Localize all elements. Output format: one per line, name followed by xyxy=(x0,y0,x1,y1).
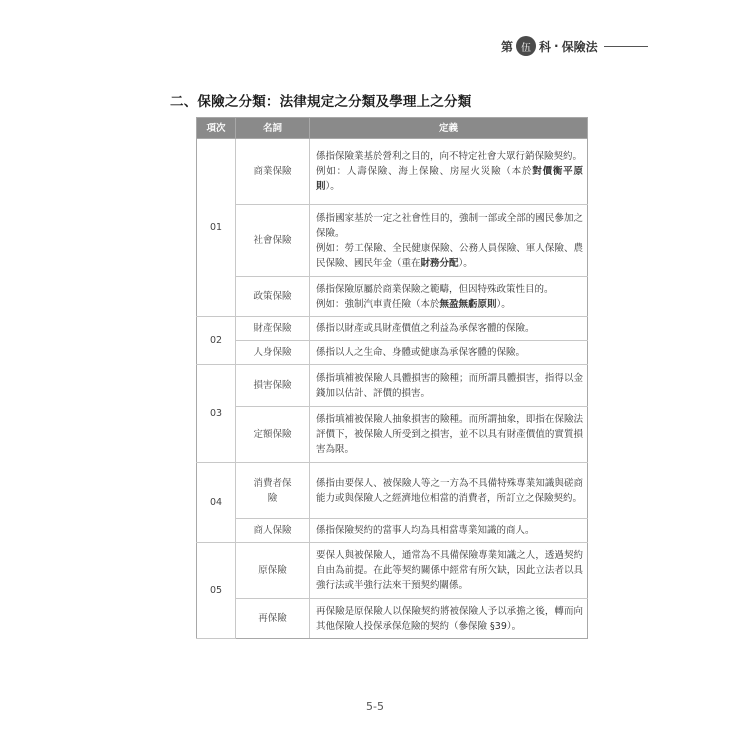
definition-cell xyxy=(310,519,588,543)
definition-text: ）。 xyxy=(458,257,473,269)
definition-text: 係指以財產或具財產價值之利益為承保客體的保險。 xyxy=(316,323,535,334)
definition-emphasis: 對價衡平原則 xyxy=(316,166,583,192)
definition-text: 係指填補被保險人抽象損害的險種。而所謂抽象，即指在保險法評價下，被保險人所受到之損害，並不以具有財產價值的實質損害為限。 xyxy=(316,414,583,455)
page-number: 5-5 xyxy=(366,700,384,713)
term-name: 商人保險 xyxy=(253,525,292,536)
definition-text: ）。 xyxy=(325,181,340,192)
header-subject: 保險法 xyxy=(561,39,598,54)
running-header xyxy=(501,34,648,58)
term-cell xyxy=(236,519,310,543)
table-row xyxy=(197,341,588,365)
item-number: 04 xyxy=(197,463,236,543)
table-body xyxy=(197,139,588,639)
col-header-definition: 定義 xyxy=(310,118,588,139)
definition-text: 要保人與被保險人，通常為不具備保險專業知識之人，透過契約自由為前提。在此等契約關係中經常有所欠缺，因此立法者以具強行法或半強行法來干預契約關係。 xyxy=(316,550,583,591)
col-header-number: 項次 xyxy=(197,118,236,139)
term-cell xyxy=(236,365,310,407)
definition-text: 例如：強制汽車責任險（本於 xyxy=(316,298,440,310)
item-number: 01 xyxy=(197,139,236,317)
table-row xyxy=(197,599,588,639)
header-separator: · xyxy=(554,39,559,53)
term-name: 政策保險 xyxy=(253,291,292,302)
definition-text: 再保險是原保險人以保險契約將被保險人予以承擔之後，轉而向其他保險人投保承保危險的契約（參保險 §39）。 xyxy=(316,605,583,632)
table-row xyxy=(197,407,588,463)
definition-cell xyxy=(310,277,588,317)
definition-cell xyxy=(310,463,588,519)
definition-text: 係指保險契約的當事人均為具相當專業知識的商人。 xyxy=(316,525,535,536)
term-cell xyxy=(236,277,310,317)
col-header-term: 名詞 xyxy=(236,118,310,139)
table-row xyxy=(197,519,588,543)
term-name: 原保險 xyxy=(258,565,287,576)
term-name: 商業保險 xyxy=(253,166,292,177)
definition-text: ）。 xyxy=(496,298,511,310)
definition-text: 例如：勞工保險、全民健康保險、公務人員保險、軍人保險、農民保險、國民年金（重在 xyxy=(316,242,583,269)
section-title: 二、保險之分類：法律規定之分類及學理上之分類 xyxy=(170,94,472,110)
term-name: 定額保險 xyxy=(253,429,292,440)
definition-text: 係指以人之生命、身體或健康為承保客體的保險。 xyxy=(316,347,526,358)
definition-cell xyxy=(310,317,588,341)
header-chapter-suffix: 科 xyxy=(539,39,552,54)
table-row xyxy=(197,543,588,599)
definition-cell xyxy=(310,139,588,205)
header-chapter-badge: 伍 xyxy=(516,36,536,56)
term-name: 人身保險 xyxy=(253,347,292,358)
definition-emphasis: 財務分配 xyxy=(420,257,459,269)
definition-text: 係指由要保人、被保險人等之一方為不具備特殊專業知識與磋商能力或與保險人之經濟地位相當的消費者，所訂立之保險契約。 xyxy=(316,477,583,504)
term-cell xyxy=(236,599,310,639)
term-cell xyxy=(236,341,310,365)
table-row xyxy=(197,317,588,341)
table-row xyxy=(197,365,588,407)
item-number: 05 xyxy=(197,543,236,639)
term-name: 再保險 xyxy=(258,613,287,624)
definition-cell xyxy=(310,407,588,463)
definition-text: 係指國家基於一定之社會性目的，強制一部或全部的國民參加之保險。 xyxy=(316,212,583,239)
term-name: 社會保險 xyxy=(253,235,292,246)
term-cell xyxy=(236,407,310,463)
table-header-row xyxy=(197,118,588,139)
term-cell xyxy=(236,205,310,277)
definition-cell xyxy=(310,341,588,365)
table-row xyxy=(197,205,588,277)
definition-text: 係指保險原屬於商業保險之範疇，但因特殊政策性目的。 xyxy=(316,283,554,295)
definition-cell xyxy=(310,599,588,639)
definition-cell xyxy=(310,205,588,277)
table-row xyxy=(197,277,588,317)
item-number: 02 xyxy=(197,317,236,365)
definition-emphasis: 無盈無虧原則 xyxy=(439,298,497,310)
header-chapter-prefix: 第 xyxy=(501,39,514,54)
definition-text: 係指填補被保險人具體損害的險種；而所謂具體損害，指得以金錢加以估計、評價的損害。 xyxy=(316,372,583,399)
term-name: 財產保險 xyxy=(253,323,292,334)
definition-cell xyxy=(310,365,588,407)
term-cell xyxy=(236,139,310,205)
definition-text: 例如：人壽保險、海上保險、房屋火災險（本於 xyxy=(316,166,533,177)
header-rule xyxy=(604,46,648,47)
term-cell xyxy=(236,543,310,599)
table-row xyxy=(197,139,588,205)
term-cell xyxy=(236,463,310,519)
definition-cell xyxy=(310,543,588,599)
item-number: 03 xyxy=(197,365,236,463)
term-name: 消費者保險 xyxy=(253,477,292,504)
insurance-classification-table xyxy=(196,117,588,639)
table-row xyxy=(197,463,588,519)
term-name: 損害保險 xyxy=(253,380,292,391)
definition-text: 係指保險業基於營利之目的，向不特定社會大眾行銷保險契約。 xyxy=(316,151,583,162)
term-cell xyxy=(236,317,310,341)
